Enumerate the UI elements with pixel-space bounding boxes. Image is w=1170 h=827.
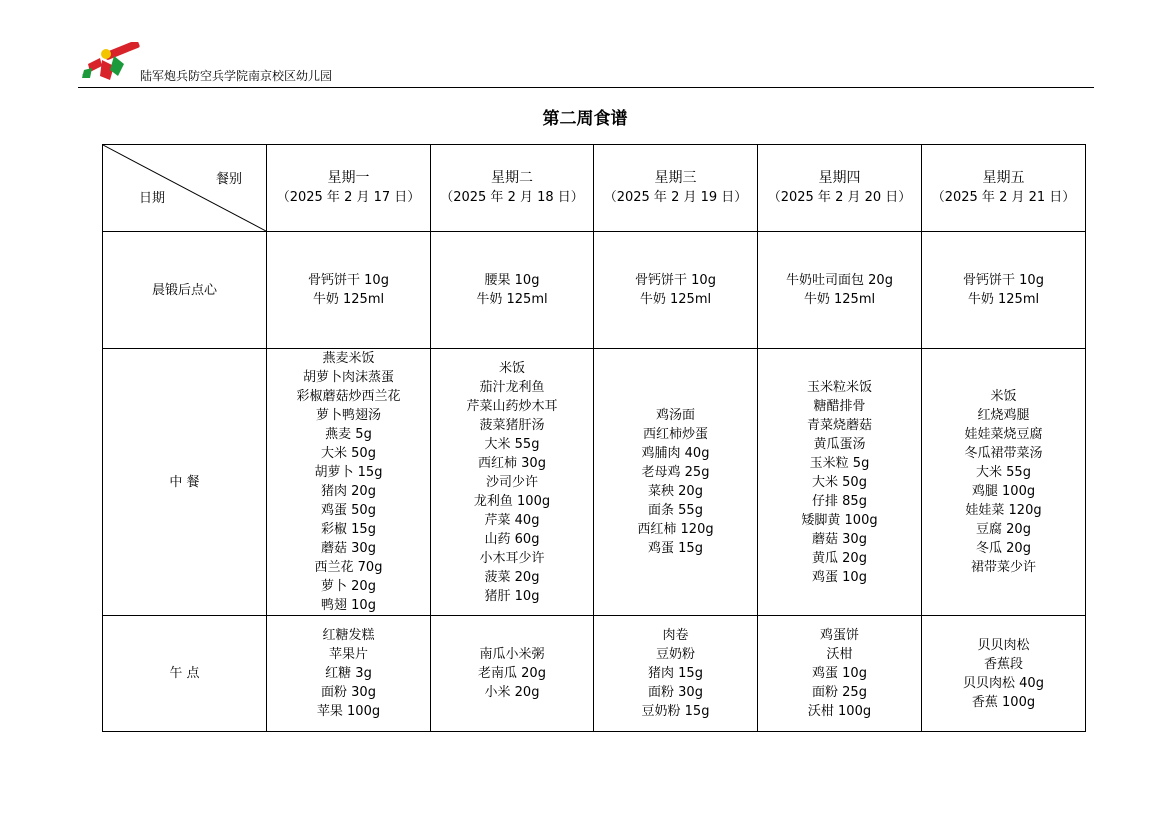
- menu-item: 芹菜山药炒木耳: [466, 398, 558, 414]
- meal-cell: [922, 232, 1086, 349]
- menu-item: 蘑菇 30g: [812, 531, 867, 547]
- menu-item: 米饭: [990, 389, 1017, 404]
- day-date: （2025 年 2 月 17 日）: [276, 190, 421, 205]
- menu-item: 小木耳少许: [479, 550, 545, 566]
- meal-cell: [267, 616, 431, 732]
- menu-item: 西红柿 30g: [478, 455, 546, 471]
- menu-item: 牛奶 125ml: [967, 292, 1040, 307]
- menu-item: 鸡脯肉 40g: [641, 446, 710, 461]
- menu-item: 豆腐 20g: [976, 522, 1031, 537]
- menu-item: 西红柿 120g: [637, 522, 714, 537]
- kindergarten-logo-icon: [80, 42, 140, 84]
- menu-item: 红糖 3g: [325, 666, 372, 681]
- day-name: 星期二: [491, 170, 533, 186]
- menu-item: 骨钙饼干 10g: [308, 273, 389, 288]
- meal-cell: [594, 232, 758, 349]
- day-name: 星期四: [818, 170, 861, 186]
- meal-cell: [267, 349, 431, 616]
- menu-item: 鸡腿 100g: [971, 484, 1036, 499]
- day-header-cell: [758, 145, 922, 232]
- menu-item: 黄瓜 20g: [812, 550, 867, 566]
- menu-item: 冬瓜裙带菜汤: [964, 446, 1043, 461]
- menu-item: 牛奶 125ml: [803, 292, 876, 307]
- day-header-cell: [922, 145, 1086, 232]
- menu-item: 萝卜 20g: [321, 579, 376, 594]
- meal-cell: [431, 232, 594, 349]
- menu-item: 肉卷: [662, 628, 689, 643]
- menu-item: 牛奶 125ml: [476, 292, 548, 307]
- menu-item: 香蕉段: [983, 656, 1023, 672]
- corner-header-cell: [103, 145, 267, 232]
- menu-item: 娃娃菜烧豆腐: [964, 427, 1043, 442]
- meal-cell: [594, 616, 758, 732]
- weekly-menu-table: [102, 144, 1086, 732]
- meal-cell: [594, 349, 758, 616]
- menu-item: 面粉 30g: [648, 685, 703, 700]
- meal-label: 晨锻后点心: [103, 232, 267, 349]
- menu-item: 燕麦 5g: [325, 427, 372, 442]
- menu-item: 鸡蛋 15g: [648, 541, 703, 556]
- menu-item: 骨钙饼干 10g: [635, 273, 716, 288]
- meal-cell: [758, 232, 922, 349]
- meal-cell: [922, 616, 1086, 732]
- meal-cell: [922, 349, 1086, 616]
- meal-row-lunch: [103, 349, 1086, 616]
- menu-item: 青菜烧蘑菇: [806, 417, 872, 433]
- menu-item: 红烧鸡腿: [977, 408, 1030, 423]
- menu-item: 苹果片: [328, 647, 368, 662]
- menu-item: 面条 55g: [648, 503, 703, 518]
- menu-item: 苹果 100g: [316, 704, 381, 719]
- menu-item: 仔排 85g: [812, 493, 867, 509]
- menu-item: 胡萝卜肉沫蒸蛋: [302, 370, 394, 385]
- meal-cell: [758, 349, 922, 616]
- meal-label: 中 餐: [103, 349, 267, 616]
- menu-item: 牛奶吐司面包 20g: [786, 273, 893, 288]
- menu-item: 大米 55g: [976, 465, 1031, 480]
- menu-item: 面粉 30g: [321, 685, 376, 700]
- meal-type-label: 餐别: [215, 172, 242, 187]
- day-date: （2025 年 2 月 21 日）: [931, 190, 1076, 205]
- menu-item: 腰果 10g: [484, 273, 540, 288]
- menu-item: 沙司少许: [485, 474, 538, 490]
- day-date: （2025 年 2 月 20 日）: [767, 190, 912, 205]
- day-date: （2025 年 2 月 19 日）: [603, 190, 748, 205]
- menu-item: 裙带菜少许: [970, 560, 1036, 575]
- page-title: 第二周食谱: [542, 109, 628, 129]
- menu-item: 鸡蛋 10g: [812, 666, 867, 681]
- date-label: 日期: [139, 191, 166, 206]
- day-name: 星期一: [327, 170, 370, 186]
- menu-item: 大米 50g: [321, 446, 376, 461]
- menu-item: 菠菜 20g: [484, 569, 540, 585]
- menu-item: 香蕉 100g: [971, 694, 1036, 710]
- menu-item: 猪肉 15g: [648, 666, 703, 681]
- menu-item: 猪肉 20g: [321, 484, 376, 499]
- menu-item: 米饭: [498, 360, 525, 376]
- menu-item: 沃柑: [826, 647, 853, 662]
- day-header-cell: [431, 145, 594, 232]
- menu-item: 贝贝肉松 40g: [963, 675, 1044, 691]
- meal-label: 午 点: [103, 616, 267, 732]
- menu-item: 黄瓜蛋汤: [813, 436, 866, 452]
- menu-item: 贝贝肉松: [977, 637, 1030, 653]
- menu-item: 玉米粒米饭: [806, 379, 872, 395]
- meal-cell: [758, 616, 922, 732]
- menu-item: 芹菜 40g: [484, 512, 540, 528]
- day-date: （2025 年 2 月 18 日）: [440, 190, 584, 205]
- page-header: [78, 40, 1094, 88]
- day-header-cell: [267, 145, 431, 232]
- menu-item: 燕麦米饭: [322, 351, 375, 366]
- menu-item: 骨钙饼干 10g: [963, 273, 1044, 288]
- menu-item: 彩椒蘑菇炒西兰花: [296, 389, 401, 404]
- menu-item: 糖醋排骨: [813, 398, 866, 414]
- menu-item: 玉米粒 5g: [809, 455, 870, 471]
- menu-item: 蘑菇 30g: [321, 541, 376, 556]
- menu-item: 红糖发糕: [322, 628, 375, 643]
- menu-item: 彩椒 15g: [321, 522, 376, 537]
- menu-item: 牛奶 125ml: [312, 292, 385, 307]
- day-name: 星期三: [654, 170, 697, 186]
- meal-cell: [431, 349, 594, 616]
- menu-item: 龙利鱼 100g: [473, 493, 551, 509]
- menu-item: 面粉 25g: [812, 685, 867, 700]
- menu-item: 西兰花 70g: [314, 560, 383, 575]
- menu-item: 豆奶粉 15g: [641, 704, 710, 719]
- day-header-cell: [594, 145, 758, 232]
- school-name: 陆军炮兵防空兵学院南京校区幼儿园: [140, 69, 333, 83]
- day-name: 星期五: [982, 170, 1025, 186]
- meal-cell: [431, 616, 594, 732]
- menu-item: 鸡蛋 50g: [321, 503, 376, 518]
- menu-item: 山药 60g: [484, 531, 540, 547]
- menu-item: 大米 55g: [484, 436, 540, 452]
- meal-cell: [267, 232, 431, 349]
- menu-item: 胡萝卜 15g: [314, 465, 383, 480]
- menu-item: 矮脚黄 100g: [801, 512, 878, 528]
- menu-item: 老南瓜 20g: [478, 666, 546, 681]
- menu-item: 茄汁龙利鱼: [479, 379, 545, 395]
- meal-row-breakfast-snack: [103, 232, 1086, 349]
- menu-item: 娃娃菜 120g: [965, 503, 1042, 518]
- menu-item: 菜秧 20g: [648, 484, 703, 499]
- menu-item: 老母鸡 25g: [641, 465, 710, 480]
- menu-item: 冬瓜 20g: [976, 541, 1031, 556]
- menu-item: 小米 20g: [484, 685, 540, 700]
- menu-item: 大米 50g: [812, 474, 867, 490]
- menu-item: 萝卜鸭翅汤: [315, 408, 381, 423]
- meal-row-afternoon-snack: [103, 616, 1086, 732]
- menu-item: 猪肝 10g: [484, 588, 540, 604]
- menu-item: 鸡汤面: [655, 408, 695, 423]
- menu-item: 牛奶 125ml: [639, 292, 712, 307]
- menu-item: 鸡蛋 10g: [812, 569, 867, 585]
- menu-item: 鸭翅 10g: [321, 598, 376, 613]
- header-divider: [78, 87, 1094, 88]
- menu-item: 鸡蛋饼: [819, 628, 859, 643]
- menu-item: 沃柑 100g: [807, 704, 872, 719]
- menu-item: 西红柿炒蛋: [642, 427, 708, 442]
- menu-item: 菠菜猪肝汤: [479, 417, 545, 433]
- header-row: [103, 145, 1086, 232]
- menu-item: 豆奶粉: [655, 647, 695, 662]
- menu-item: 南瓜小米粥: [479, 647, 545, 662]
